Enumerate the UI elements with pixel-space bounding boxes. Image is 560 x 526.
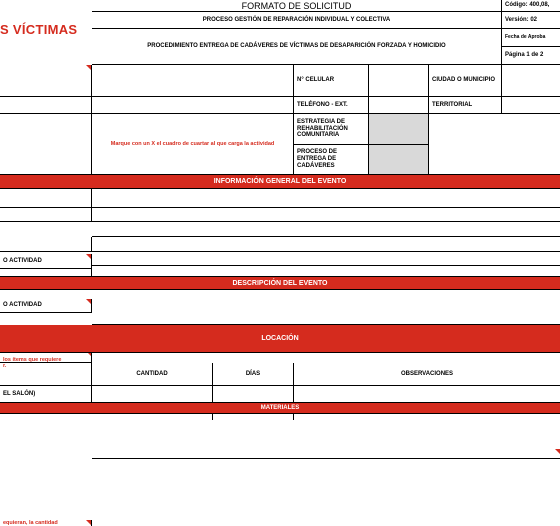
location-col-observaciones: OBSERVACIONES [294, 363, 560, 386]
general-label-2 [0, 208, 92, 222]
section-description: DESCRIPCIÓN DEL EVENTO [0, 277, 560, 290]
general-label-5: O ACTIVIDAD [0, 299, 92, 313]
general-label-3: O ACTIVIDAD [0, 254, 92, 269]
section-materials: MATERIALES [0, 403, 560, 414]
strategy-left[interactable] [0, 114, 92, 175]
location-row-observaciones[interactable] [294, 386, 560, 403]
logo: S VÍCTIMAS [0, 22, 78, 37]
location-row-label: EL SALÓN) [0, 386, 92, 403]
general-input-2[interactable] [92, 208, 560, 222]
strategy-option-rehabilitacion: ESTRATEGIA DE REHABILITACIÓN COMUNITARIA [294, 114, 369, 145]
general-label-4 [0, 237, 92, 252]
materials-input-1[interactable] [92, 414, 213, 420]
section-general-info: INFORMACIÓN GENERAL DEL EVENTO [0, 175, 560, 189]
location-col-dias: DÍAS [213, 363, 294, 386]
celular-label: N° CELULAR [294, 65, 369, 97]
code-label: Código: 400,08, [502, 0, 560, 12]
territorial-label: TERRITORIAL [429, 97, 502, 114]
approval-date-label: Fecha de Aproba [502, 29, 560, 47]
location-col-item [0, 363, 92, 386]
general-label-6 [0, 266, 92, 277]
process-title: PROCESO GESTIÓN DE REPARACIÓN INDIVIDUAL Y COLECTIVA [92, 12, 502, 29]
strategy-right-blank [429, 114, 560, 175]
general-input-6[interactable] [92, 266, 560, 277]
location-header-blank [0, 353, 92, 363]
description-input[interactable] [92, 290, 560, 325]
ciudad-input[interactable] [502, 65, 560, 97]
form-title: FORMATO DE SOLICITUD [92, 0, 502, 12]
telefono-input[interactable] [369, 97, 429, 114]
contact-field-2[interactable] [92, 97, 294, 114]
general-input-4[interactable] [92, 237, 560, 252]
description-note: los ítems que requiere r. [0, 351, 92, 386]
strategy-instruction: Marque con un X el cuadro de cuartar al que carga la actividad [92, 114, 294, 175]
telefono-label: TELÉFONO - EXT. [294, 97, 369, 114]
materials-input-2[interactable] [213, 414, 294, 420]
general-input-5[interactable] [92, 252, 560, 266]
materials-input-3[interactable] [294, 414, 560, 420]
location-header-blank-2 [92, 449, 560, 459]
strategy-option-entrega: PROCESO DE ENTREGA DE CADÁVERES [294, 145, 369, 175]
checkbox-entrega[interactable] [369, 145, 429, 175]
territorial-input[interactable] [502, 97, 560, 114]
location-col-cantidad: CANTIDAD [92, 363, 213, 386]
checkbox-rehabilitacion[interactable] [369, 114, 429, 145]
page-label: Página 1 de 2 [502, 47, 560, 65]
location-row-dias[interactable] [213, 386, 294, 403]
materials-note: equieran, la cantidad [0, 520, 92, 526]
version-label: Versión: 02 [502, 12, 560, 29]
location-row-cantidad[interactable] [92, 386, 213, 403]
ciudad-label: CIUDAD O MUNICIPIO [429, 65, 502, 97]
contact-left-1[interactable] [0, 65, 92, 97]
celular-input[interactable] [369, 65, 429, 97]
general-input-3[interactable] [92, 222, 560, 237]
contact-field-1[interactable] [92, 65, 294, 97]
general-label-1 [0, 189, 92, 208]
general-input-1[interactable] [92, 189, 560, 208]
procedure-title: PROCEDIMIENTO ENTREGA DE CADÁVERES DE VÍCTIMAS DE DESAPARICIÓN FORZADA Y HOMICIDIO [92, 29, 502, 65]
section-location: LOCACIÓN [0, 325, 560, 353]
contact-left-2[interactable] [0, 97, 92, 114]
